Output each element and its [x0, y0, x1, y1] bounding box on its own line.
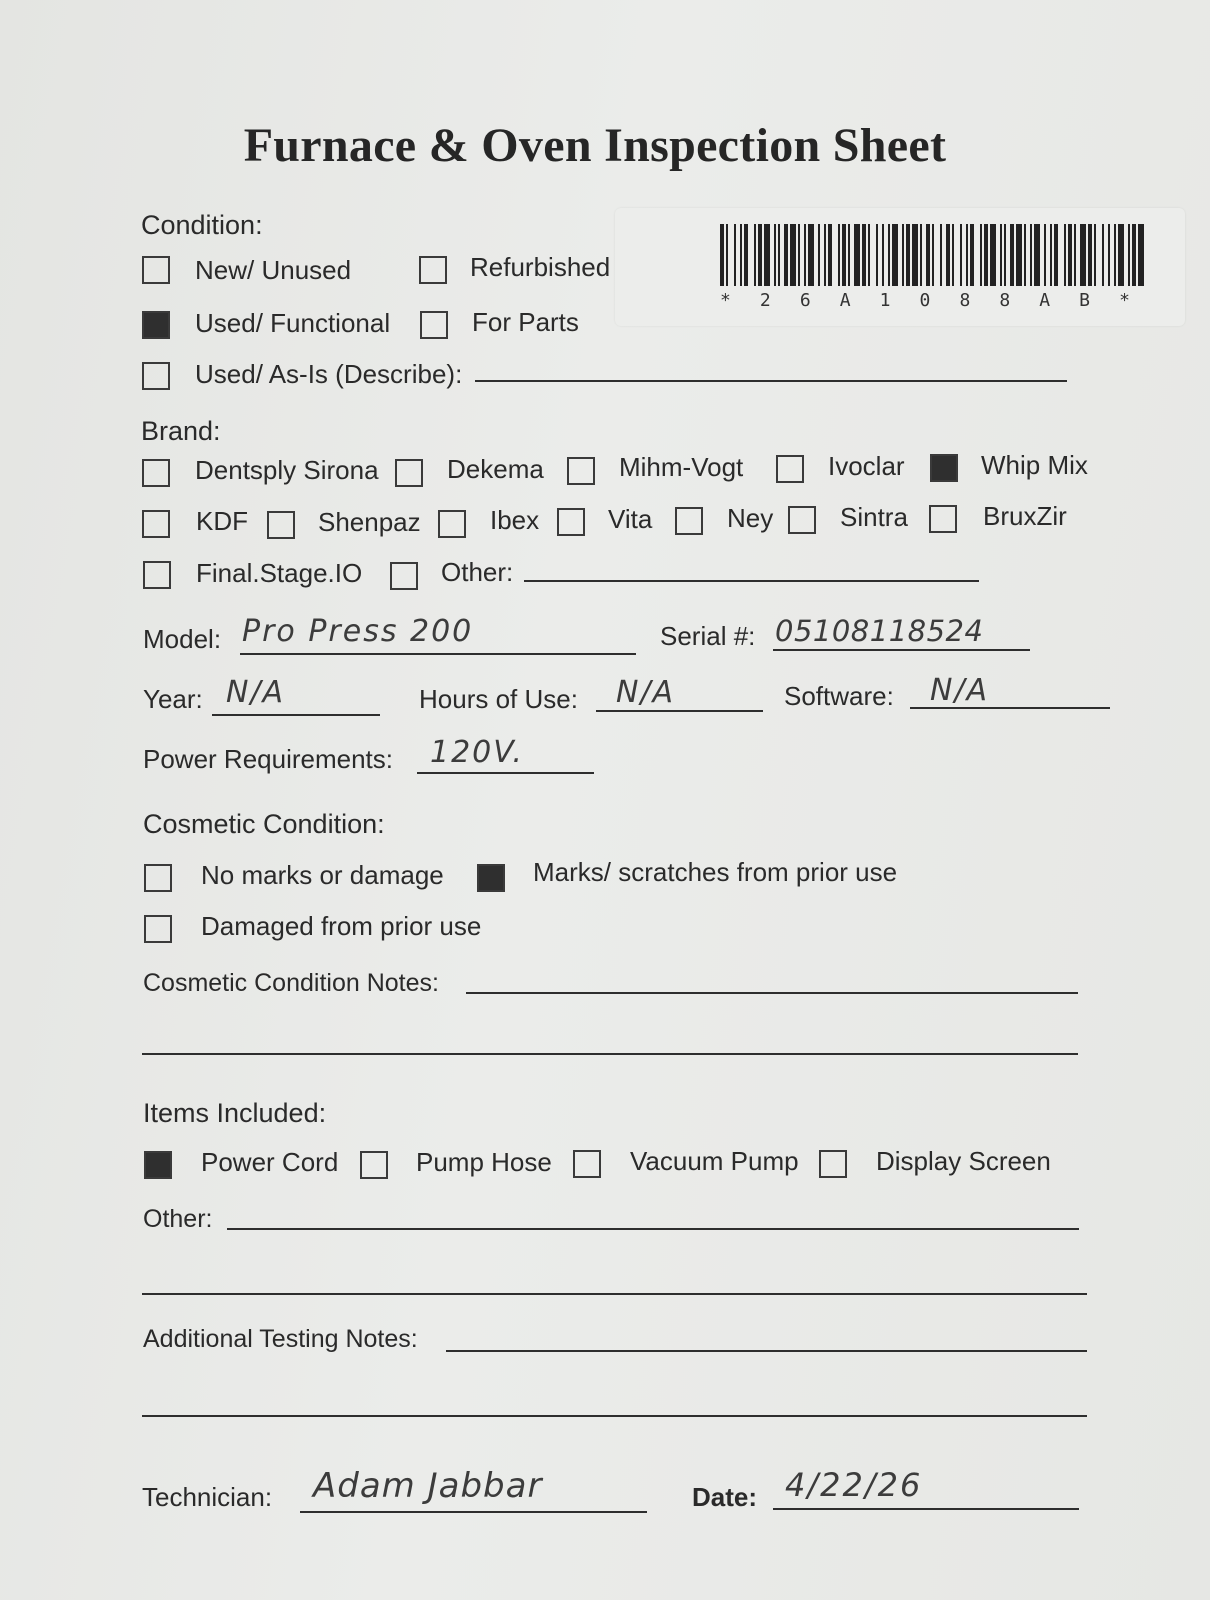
label-used-as-is: Used/ As-Is (Describe):	[195, 359, 463, 389]
brand-other-line[interactable]	[524, 580, 979, 582]
items-other-label: Other:	[143, 1205, 213, 1233]
checkbox-refurbished[interactable]	[419, 256, 447, 284]
checkbox-brand-dentsply-sirona[interactable]	[142, 459, 170, 487]
barcode-bar	[1010, 224, 1014, 286]
barcode-bar	[862, 224, 866, 286]
checkbox-damaged[interactable]	[144, 915, 172, 943]
barcode-char: B	[1079, 290, 1090, 311]
barcode-bar	[876, 224, 878, 286]
barcode-bar	[720, 224, 724, 286]
barcode-bar	[1044, 224, 1046, 286]
checkbox-brand-ibex[interactable]	[438, 510, 466, 538]
barcode-bar	[932, 224, 934, 286]
label-brand-ivoclar: Ivoclar	[828, 451, 905, 481]
power-line[interactable]	[417, 772, 594, 774]
barcode-bar	[946, 224, 950, 286]
items-other-line-1[interactable]	[227, 1228, 1079, 1230]
date-label: Date:	[692, 1482, 758, 1512]
label-brand-ney: Ney	[727, 503, 774, 533]
label-brand-final-stage: Final.Stage.IO	[196, 558, 363, 588]
barcode-bar	[842, 224, 846, 286]
checkbox-used-functional[interactable]	[142, 311, 170, 339]
year-value: N/A	[226, 675, 286, 710]
barcode-bar	[952, 224, 954, 286]
barcode-bar	[828, 224, 832, 286]
barcode-bar	[980, 224, 982, 286]
barcode-bar	[1138, 224, 1144, 286]
model-line[interactable]	[240, 653, 636, 655]
barcode-bar	[940, 224, 942, 286]
hours-line[interactable]	[596, 710, 763, 712]
power-label: Power Requirements:	[143, 744, 393, 774]
cosmetic-notes-label: Cosmetic Condition Notes:	[143, 969, 439, 997]
barcode-bar	[804, 224, 806, 286]
barcode-bar	[1080, 224, 1086, 286]
barcode-bar	[854, 224, 860, 286]
checkbox-pump-hose[interactable]	[360, 1151, 388, 1179]
label-brand-mihm-vogt: Mihm-Vogt	[619, 452, 744, 482]
checkbox-no-marks[interactable]	[144, 864, 172, 892]
software-value: N/A	[930, 673, 990, 708]
year-line[interactable]	[212, 714, 380, 716]
label-brand-other: Other:	[441, 557, 514, 587]
barcode-bar	[734, 224, 736, 286]
barcode-bar	[1054, 224, 1058, 286]
technician-line[interactable]	[300, 1511, 647, 1513]
label-vacuum-pump: Vacuum Pump	[630, 1146, 799, 1176]
barcode-bar	[774, 224, 776, 286]
checkbox-vacuum-pump[interactable]	[573, 1150, 601, 1178]
barcode-char: 1	[879, 290, 891, 311]
checkbox-brand-kdf[interactable]	[142, 510, 170, 538]
serial-line[interactable]	[773, 649, 1030, 651]
checkbox-brand-shenpaz[interactable]	[267, 511, 295, 539]
checkbox-brand-other[interactable]	[390, 562, 418, 590]
barcode-bar	[1030, 224, 1032, 286]
label-pump-hose: Pump Hose	[416, 1147, 552, 1177]
checkbox-used-as-is[interactable]	[142, 362, 170, 390]
barcode-char: *	[720, 290, 731, 311]
barcode-bar	[778, 224, 780, 286]
checkbox-marks-scratches[interactable]	[477, 864, 505, 892]
testing-notes-line-2[interactable]	[142, 1415, 1087, 1417]
barcode-number	[720, 290, 1130, 311]
label-brand-dekema: Dekema	[447, 454, 544, 484]
barcode-char: 8	[959, 290, 971, 311]
barcode-bar	[1088, 224, 1092, 286]
testing-notes-label: Additional Testing Notes:	[143, 1325, 418, 1353]
label-new-unused: New/ Unused	[195, 255, 352, 285]
brand-heading: Brand:	[141, 416, 221, 446]
barcode-bar	[798, 224, 800, 286]
checkbox-brand-bruxzir[interactable]	[929, 505, 957, 533]
barcode-char: A	[1039, 290, 1051, 311]
label-brand-bruxzir: BruxZir	[983, 501, 1067, 531]
checkbox-brand-dekema[interactable]	[395, 459, 423, 487]
barcode-bar	[848, 224, 850, 286]
checkbox-brand-sintra[interactable]	[788, 506, 816, 534]
barcode-bar	[808, 224, 814, 286]
barcode-bar	[1128, 224, 1130, 286]
date-value: 4/22/26	[785, 1466, 923, 1504]
barcode-bar	[744, 224, 748, 286]
model-value: Pro Press 200	[242, 614, 474, 649]
barcode-char: A	[839, 290, 851, 311]
label-brand-kdf: KDF	[196, 506, 248, 536]
barcode-bar	[984, 224, 988, 286]
checkbox-brand-ney[interactable]	[675, 507, 703, 535]
barcode-bar	[790, 224, 796, 286]
checkbox-power-cord[interactable]	[144, 1151, 172, 1179]
barcode-bar	[1074, 224, 1076, 286]
checkbox-brand-ivoclar[interactable]	[776, 455, 804, 483]
testing-notes-line-1[interactable]	[446, 1350, 1087, 1352]
label-brand-dentsply-sirona: Dentsply Sirona	[195, 455, 379, 485]
cosmetic-heading: Cosmetic Condition:	[143, 809, 385, 839]
barcode-bar	[1118, 224, 1124, 286]
label-brand-sintra: Sintra	[840, 502, 908, 532]
technician-signature: Adam Jabbar	[313, 1466, 543, 1506]
label-used-functional: Used/ Functional	[195, 308, 391, 338]
model-label: Model:	[143, 624, 222, 654]
hours-value: N/A	[616, 675, 676, 710]
barcode-char: 2	[759, 290, 771, 311]
checkbox-for-parts[interactable]	[420, 311, 448, 339]
serial-label: Serial #:	[660, 621, 756, 651]
label-brand-shenpaz: Shenpaz	[318, 507, 421, 537]
barcode-bar	[1132, 224, 1136, 286]
barcode-bar	[1000, 224, 1002, 286]
items-heading: Items Included:	[143, 1098, 327, 1128]
barcode-bar	[1004, 224, 1006, 286]
label-refurbished: Refurbished	[470, 252, 611, 282]
software-label: Software:	[784, 681, 894, 711]
label-no-marks: No marks or damage	[201, 860, 444, 890]
checkbox-brand-whip-mix[interactable]	[930, 454, 958, 482]
barcode-char: *	[1119, 290, 1130, 311]
barcode-bar	[1034, 224, 1040, 286]
barcode-bar	[726, 224, 728, 286]
barcode-bar	[960, 224, 962, 286]
barcode-char: 8	[999, 290, 1011, 311]
barcode-bar	[1024, 224, 1026, 286]
barcode-bar	[1016, 224, 1022, 286]
label-damaged: Damaged from prior use	[201, 911, 482, 941]
checkbox-brand-vita[interactable]	[557, 508, 585, 536]
label-for-parts: For Parts	[472, 307, 579, 337]
label-power-cord: Power Cord	[201, 1147, 339, 1177]
cosmetic-notes-line-1[interactable]	[466, 992, 1078, 994]
barcode-bar	[902, 224, 904, 286]
checkbox-display-screen[interactable]	[819, 1150, 847, 1178]
barcode-bar	[1102, 224, 1104, 286]
condition-heading: Condition:	[141, 210, 263, 240]
barcode-bar	[818, 224, 820, 286]
barcode-bar	[912, 224, 918, 286]
date-line[interactable]	[773, 1508, 1079, 1510]
barcode-char: 0	[919, 290, 931, 311]
barcode-bars	[720, 224, 1145, 286]
barcode-bar	[764, 224, 770, 286]
barcode-bar	[824, 224, 826, 286]
barcode-bar	[882, 224, 884, 286]
barcode-bar	[1114, 224, 1116, 286]
serial-value: 05108118524	[775, 614, 984, 648]
barcode-bar	[838, 224, 840, 286]
checkbox-brand-mihm-vogt[interactable]	[567, 457, 595, 485]
label-display-screen: Display Screen	[876, 1146, 1051, 1176]
barcode-bar	[740, 224, 742, 286]
technician-label: Technician:	[142, 1482, 273, 1512]
barcode-bar	[784, 224, 788, 286]
software-line[interactable]	[910, 707, 1110, 709]
barcode-bar	[1108, 224, 1110, 286]
barcode-bar	[888, 224, 890, 286]
barcode-bar	[868, 224, 870, 286]
label-brand-whip-mix: Whip Mix	[981, 450, 1088, 480]
barcode-char: 6	[799, 290, 811, 311]
barcode-bar	[926, 224, 930, 286]
barcode-bar	[966, 224, 968, 286]
barcode-bar	[920, 224, 922, 286]
label-brand-vita: Vita	[608, 504, 653, 534]
cosmetic-notes-line-2[interactable]	[142, 1053, 1078, 1055]
barcode-bar	[892, 224, 898, 286]
barcode-bar	[1068, 224, 1072, 286]
power-value: 120V.	[430, 735, 524, 770]
barcode-bar	[1094, 224, 1096, 286]
checkbox-new-unused[interactable]	[142, 256, 170, 284]
checkbox-brand-final-stage[interactable]	[143, 561, 171, 589]
label-brand-ibex: Ibex	[490, 505, 540, 535]
barcode-bar	[970, 224, 974, 286]
barcode-bar	[754, 224, 756, 286]
year-label: Year:	[143, 684, 203, 714]
hours-label: Hours of Use:	[419, 684, 578, 714]
items-other-line-2[interactable]	[142, 1293, 1087, 1295]
barcode-bar	[1064, 224, 1066, 286]
page-title: Furnace & Oven Inspection Sheet	[243, 119, 947, 172]
used-as-is-description-line[interactable]	[475, 380, 1067, 382]
barcode-bar	[990, 224, 996, 286]
label-marks-scratches: Marks/ scratches from prior use	[533, 857, 898, 887]
barcode-bar	[1050, 224, 1052, 286]
barcode-bar	[906, 224, 910, 286]
barcode-bar	[758, 224, 762, 286]
